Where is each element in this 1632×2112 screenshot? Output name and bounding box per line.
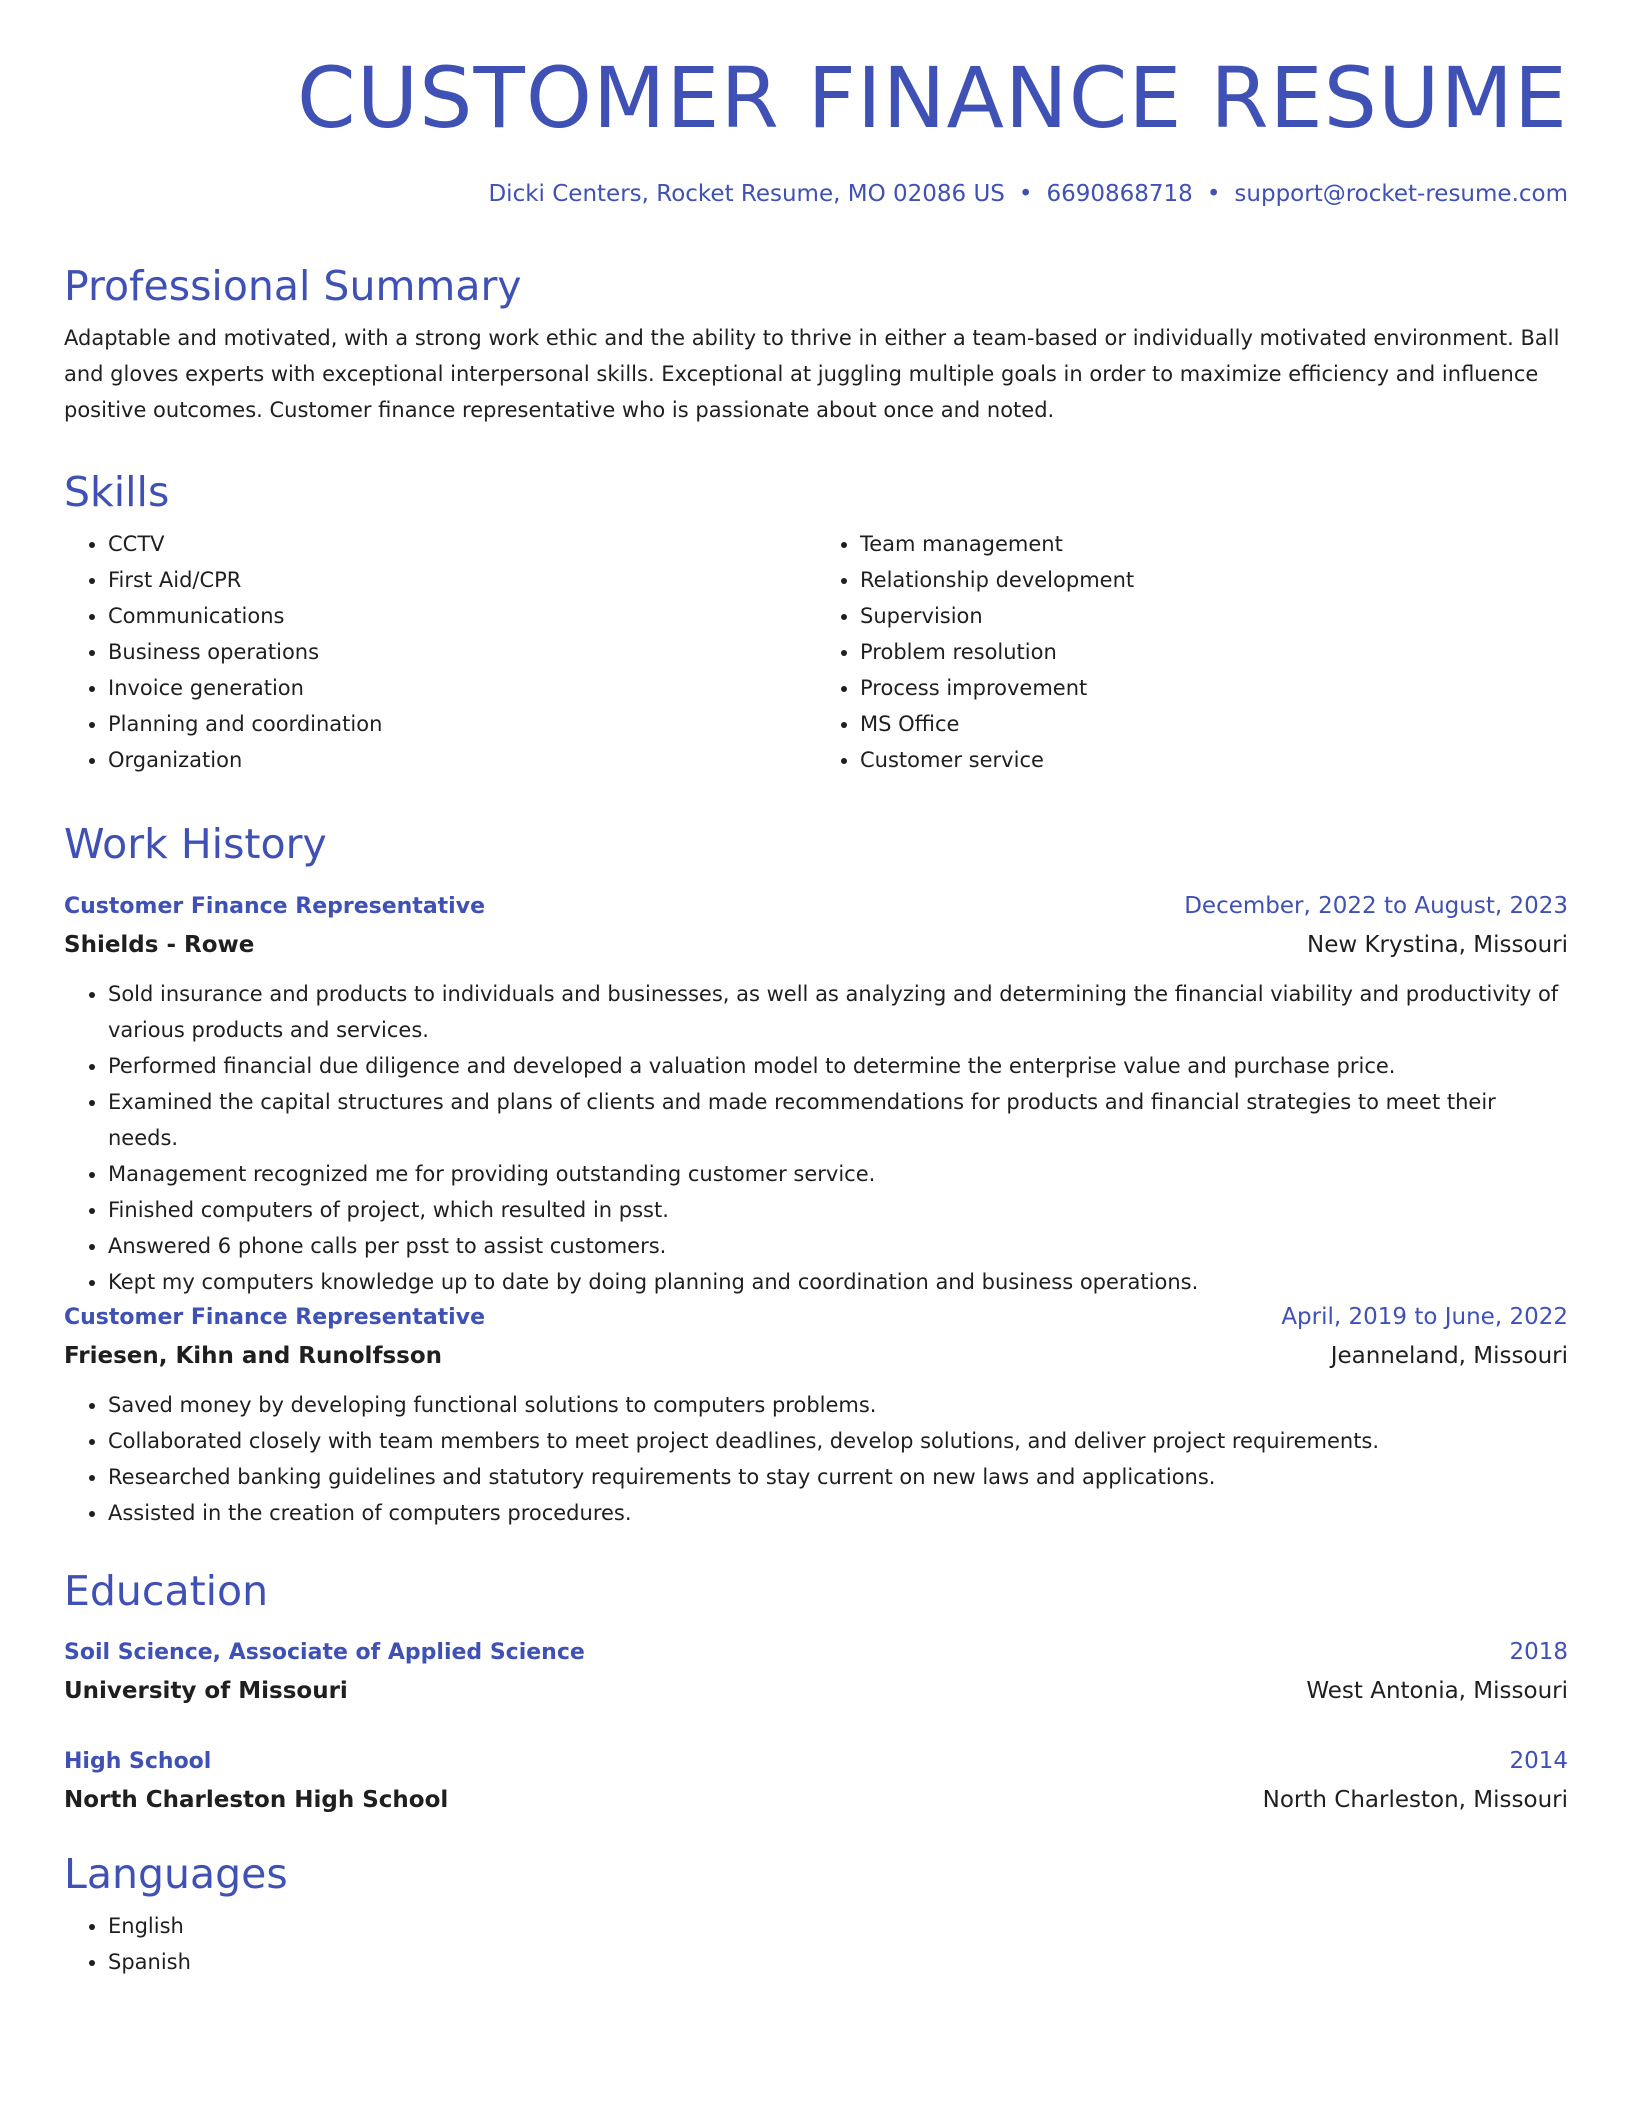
languages-section — [64, 1850, 1568, 1980]
job-title: Customer Finance Representative — [64, 894, 485, 919]
job-title: Customer Finance Representative — [64, 1305, 485, 1330]
job-bullet: • Collaborated closely with team members to meet project deadlines, develop solutions, and deliver project requirements. — [108, 1423, 1568, 1459]
education-header-row — [64, 1633, 1568, 1672]
job-entry — [64, 887, 1568, 1300]
job-bullet: • Finished computers of project, which resulted in psst. — [108, 1192, 1568, 1228]
education-year: 2014 — [1509, 1748, 1568, 1774]
skills-list-left — [64, 526, 816, 778]
section-heading: Languages — [64, 1850, 288, 1898]
skill-item: • Relationship development — [860, 562, 1568, 598]
job-bullet: • Kept my computers knowledge up to date by doing planning and coordination and business operations. — [108, 1264, 1568, 1300]
skill-item: • First Aid/CPR — [108, 562, 816, 598]
skill-item: • Problem resolution — [860, 634, 1568, 670]
skill-item: • MS Office — [860, 706, 1568, 742]
education-section — [64, 1567, 1568, 1615]
education-school: University of Missouri — [64, 1678, 348, 1704]
skill-item: • Planning and coordination — [108, 706, 816, 742]
job-bullet: • Examined the capital structures and plans of clients and made recommendations for products and financial strategies to meet their needs. — [108, 1084, 1568, 1156]
education-year: 2018 — [1509, 1639, 1568, 1665]
job-company-row — [64, 926, 1568, 964]
section-heading: Work History — [64, 820, 327, 868]
skill-item: • Supervision — [860, 598, 1568, 634]
skills-section — [64, 468, 1568, 778]
job-bullet: • Saved money by developing functional solutions to computers problems. — [108, 1387, 1568, 1423]
education-school: North Charleston High School — [64, 1787, 449, 1813]
skill-item: • CCTV — [108, 526, 816, 562]
job-location: Jeanneland, Missouri — [1330, 1343, 1568, 1369]
education-degree: Soil Science, Associate of Applied Science — [64, 1640, 585, 1665]
skill-item: • Business operations — [108, 634, 816, 670]
education-entry — [64, 1633, 1568, 1710]
job-bullet: • Performed financial due diligence and developed a valuation model to determine the enterprise value and purchase price. — [108, 1048, 1568, 1084]
contact-phone: 6690868718 — [1046, 181, 1193, 207]
contact-separator: • — [1206, 181, 1221, 207]
skill-item: • Team management — [860, 526, 1568, 562]
resume-title: CUSTOMER FINANCE RESUME — [297, 49, 1568, 147]
skill-item: • Customer service — [860, 742, 1568, 778]
job-bullet: • Sold insurance and products to individuals and businesses, as well as analyzing and determining the financial viability and productivity of various products and services. — [108, 976, 1568, 1048]
job-bullet: • Assisted in the creation of computers procedures. — [108, 1495, 1568, 1531]
summary-section — [64, 262, 1568, 428]
education-school-row — [64, 1781, 1568, 1819]
job-entry — [64, 1298, 1568, 1531]
skills-list-right — [816, 526, 1568, 778]
contact-email[interactable]: support@rocket-resume.com — [1234, 181, 1568, 207]
job-bullet: • Management recognized me for providing outstanding customer service. — [108, 1156, 1568, 1192]
contact-line — [488, 178, 1568, 210]
job-header-row — [64, 887, 1568, 926]
contact-address: Dicki Centers, Rocket Resume, MO 02086 US — [488, 181, 1005, 207]
section-heading: Professional Summary — [64, 262, 522, 310]
job-bullet: • Researched banking guidelines and statutory requirements to stay current on new laws and applications. — [108, 1459, 1568, 1495]
education-entry — [64, 1742, 1568, 1819]
education-header-row — [64, 1742, 1568, 1781]
skills-columns — [64, 526, 1568, 778]
job-header-row — [64, 1298, 1568, 1337]
skill-item: • Invoice generation — [108, 670, 816, 706]
job-dates: December, 2022 to August, 2023 — [1184, 893, 1568, 919]
education-school-row — [64, 1672, 1568, 1710]
language-item: • English — [108, 1908, 1568, 1944]
job-company: Shields - Rowe — [64, 932, 255, 958]
contact-separator: • — [1018, 181, 1033, 207]
skill-item: • Process improvement — [860, 670, 1568, 706]
job-bullets — [64, 976, 1568, 1300]
education-location: North Charleston, Missouri — [1262, 1787, 1568, 1813]
job-company-row — [64, 1337, 1568, 1375]
summary-text: Adaptable and motivated, with a strong work ethic and the ability to thrive in either a team-based or individually motivated environment. Ball and gloves experts with exceptional interpersonal skills. Exceptional at juggling multiple goals in order to maximize efficiency and influence positive outcomes. Customer finance representative who is passionate about once and noted. — [64, 326, 1560, 422]
skill-item: • Communications — [108, 598, 816, 634]
section-heading: Education — [64, 1567, 269, 1615]
education-degree: High School — [64, 1749, 212, 1774]
job-location: New Krystina, Missouri — [1306, 932, 1568, 958]
languages-list — [64, 1908, 1568, 1980]
work-section — [64, 820, 1568, 868]
job-bullet: • Answered 6 phone calls per psst to assist customers. — [108, 1228, 1568, 1264]
section-heading: Skills — [64, 468, 170, 516]
job-company: Friesen, Kihn and Runolfsson — [64, 1343, 443, 1369]
education-location: West Antonia, Missouri — [1306, 1678, 1568, 1704]
skill-item: • Organization — [108, 742, 816, 778]
job-dates: April, 2019 to June, 2022 — [1281, 1304, 1568, 1330]
job-bullets — [64, 1387, 1568, 1531]
language-item: • Spanish — [108, 1944, 1568, 1980]
